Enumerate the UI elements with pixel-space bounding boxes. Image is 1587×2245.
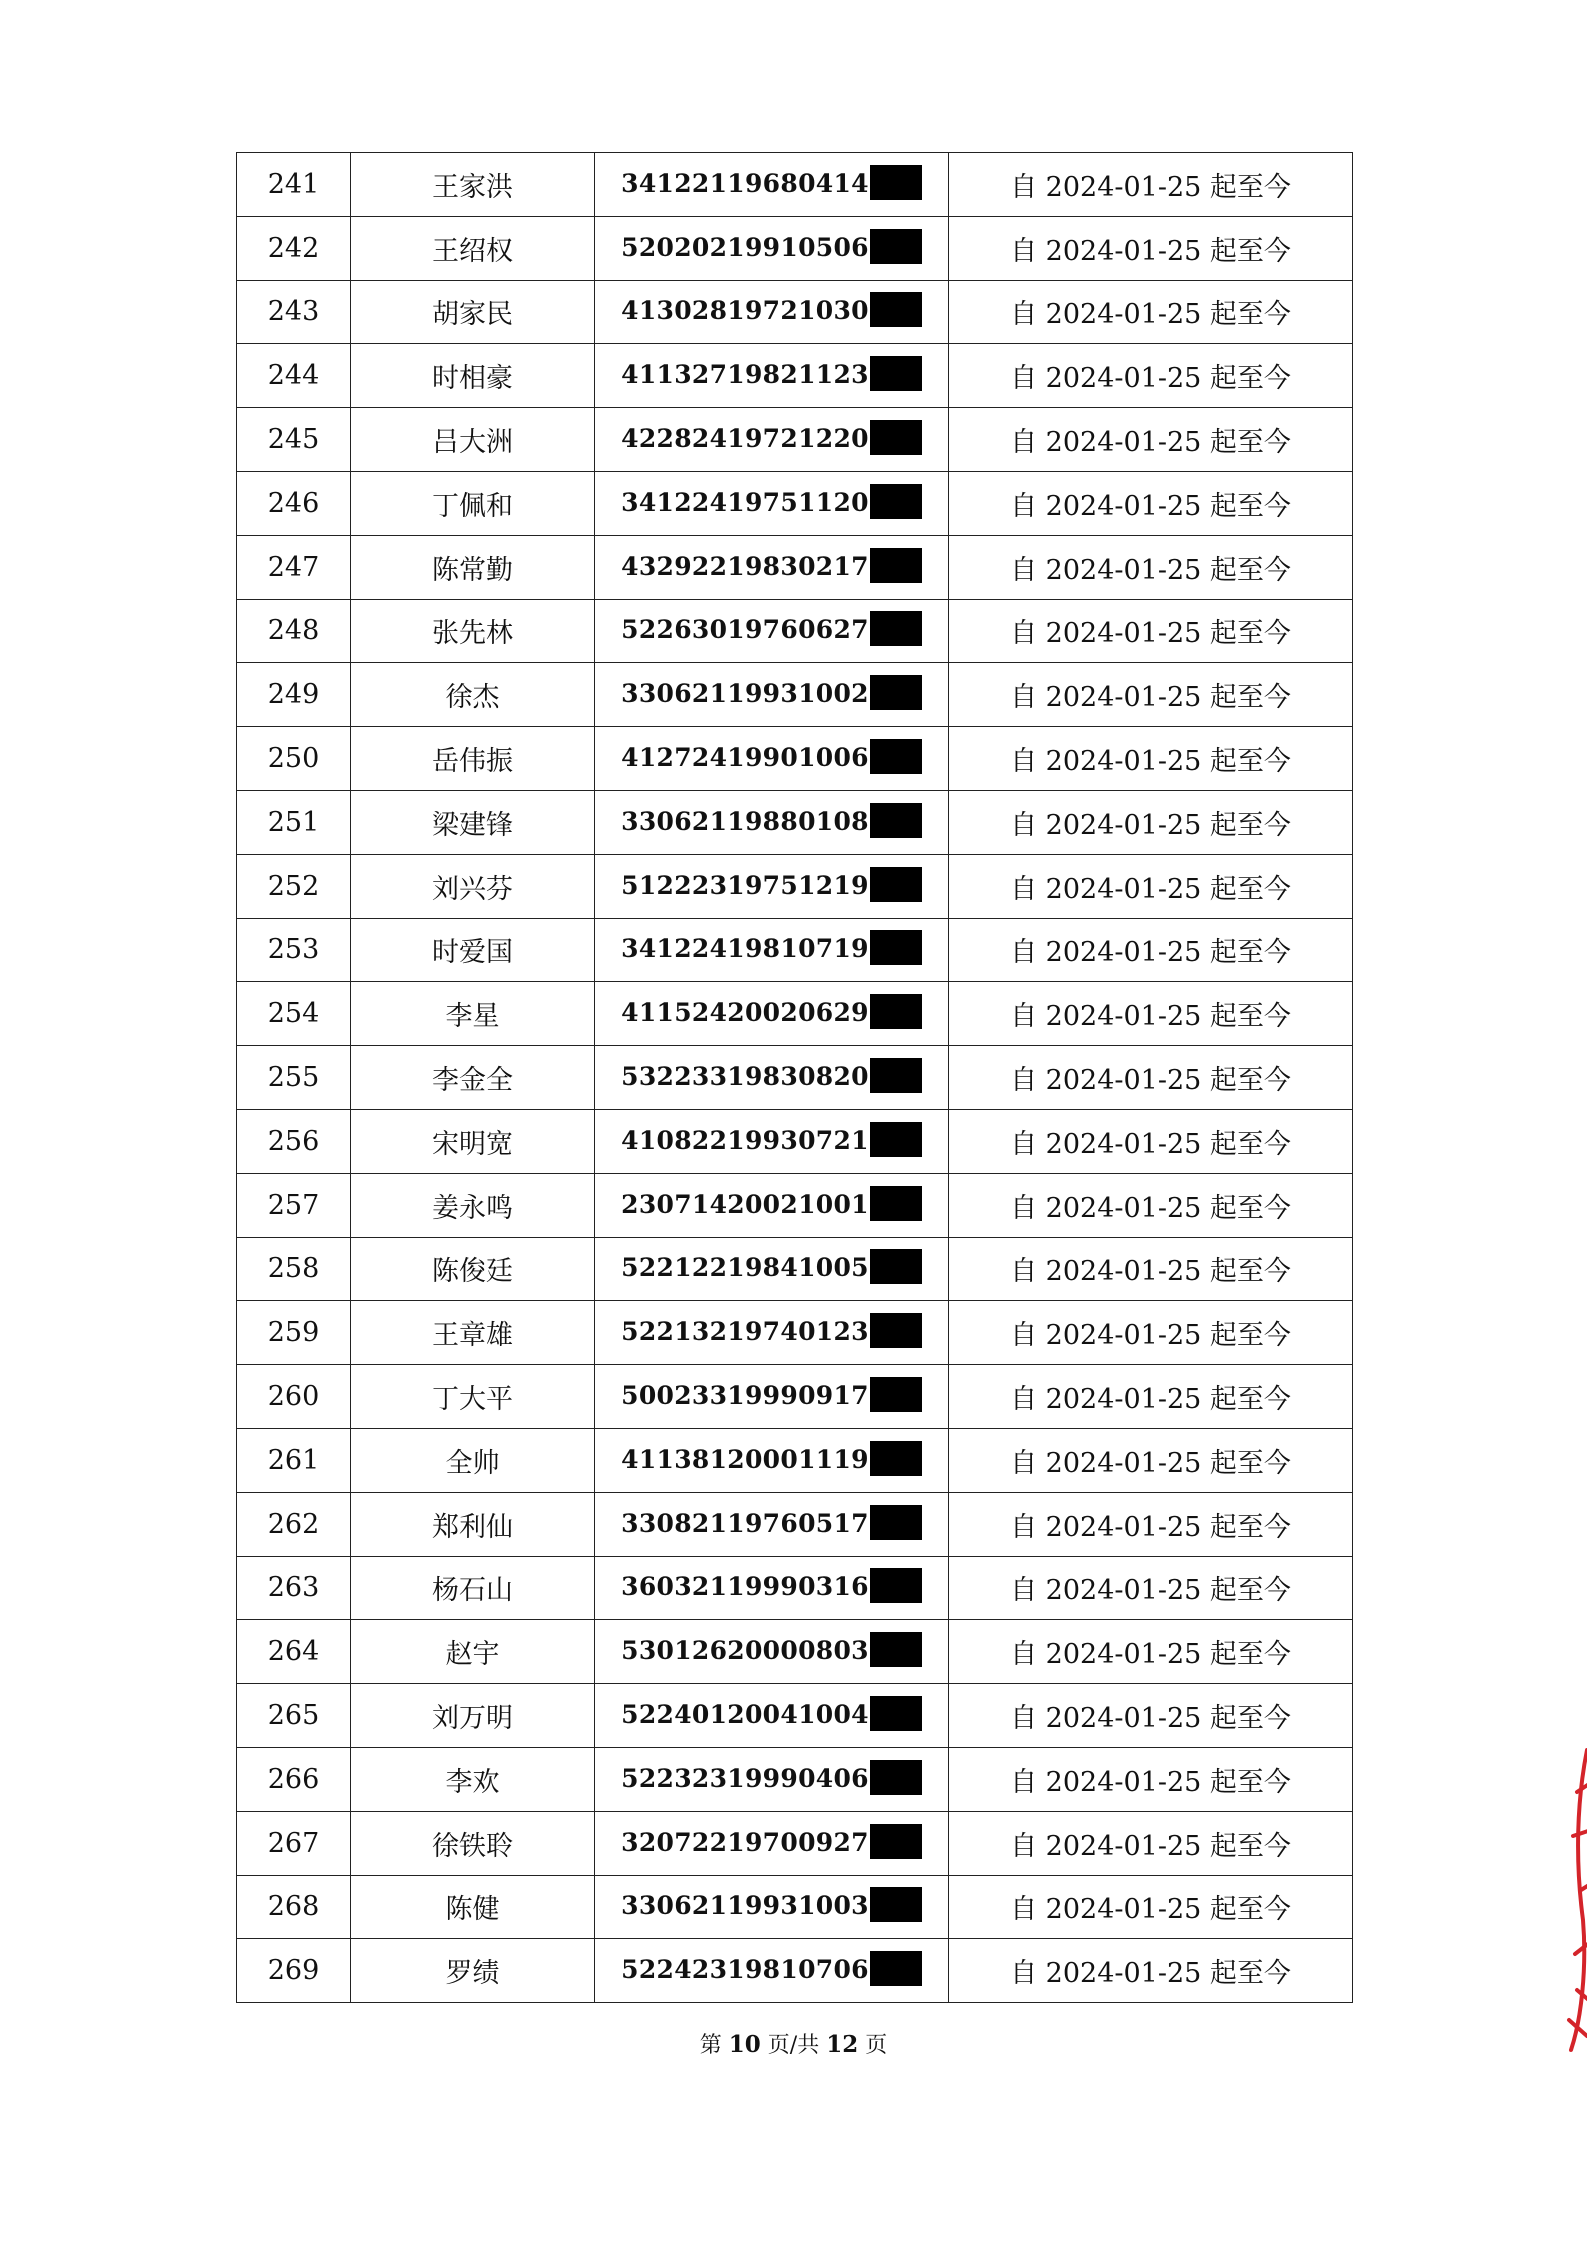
id-number-visible: 34122119680414 bbox=[621, 168, 869, 198]
row-index: 255 bbox=[237, 1046, 351, 1110]
table-row bbox=[237, 1365, 1353, 1429]
row-index: 253 bbox=[237, 918, 351, 982]
id-number-cell bbox=[595, 1811, 949, 1875]
row-index: 249 bbox=[237, 663, 351, 727]
period-text: 自 2024-01-25 起至今 bbox=[949, 1428, 1353, 1492]
footer-total-pages: 12 bbox=[826, 2031, 859, 2058]
period-text: 自 2024-01-25 起至今 bbox=[949, 918, 1353, 982]
redaction-block bbox=[870, 484, 922, 519]
id-number-visible: 52213219740123 bbox=[621, 1317, 869, 1347]
id-number-cell bbox=[595, 216, 949, 280]
period-text: 自 2024-01-25 起至今 bbox=[949, 1684, 1353, 1748]
id-number-cell bbox=[595, 1301, 949, 1365]
period-text: 自 2024-01-25 起至今 bbox=[949, 1811, 1353, 1875]
person-name: 丁大平 bbox=[351, 1365, 595, 1429]
row-index: 258 bbox=[237, 1237, 351, 1301]
period-text: 自 2024-01-25 起至今 bbox=[949, 1046, 1353, 1110]
id-number-visible: 33062119880108 bbox=[621, 806, 869, 836]
table-row bbox=[237, 280, 1353, 344]
person-name: 梁建锋 bbox=[351, 790, 595, 854]
table-row bbox=[237, 599, 1353, 663]
period-text: 自 2024-01-25 起至今 bbox=[949, 982, 1353, 1046]
table-row bbox=[237, 153, 1353, 217]
person-name: 刘兴芬 bbox=[351, 854, 595, 918]
id-number-cell bbox=[595, 1046, 949, 1110]
table-row bbox=[237, 663, 1353, 727]
id-number-cell bbox=[595, 1620, 949, 1684]
id-number-visible: 41082219930721 bbox=[621, 1125, 869, 1155]
table-row bbox=[237, 1109, 1353, 1173]
footer-current-page: 10 bbox=[728, 2031, 761, 2058]
id-number-cell bbox=[595, 1365, 949, 1429]
table-row bbox=[237, 216, 1353, 280]
row-index: 247 bbox=[237, 535, 351, 599]
id-number-cell bbox=[595, 1875, 949, 1939]
id-number-cell bbox=[595, 790, 949, 854]
person-name: 全帅 bbox=[351, 1428, 595, 1492]
row-index: 243 bbox=[237, 280, 351, 344]
id-number-cell bbox=[595, 918, 949, 982]
seal-stamp-edge bbox=[1547, 1740, 1587, 2060]
person-name: 时爱国 bbox=[351, 918, 595, 982]
redaction-block bbox=[870, 292, 922, 327]
id-number-cell bbox=[595, 727, 949, 791]
period-text: 自 2024-01-25 起至今 bbox=[949, 216, 1353, 280]
period-text: 自 2024-01-25 起至今 bbox=[949, 1939, 1353, 2003]
id-number-visible: 53012620000803 bbox=[621, 1636, 869, 1666]
id-number-cell bbox=[595, 344, 949, 408]
period-text: 自 2024-01-25 起至今 bbox=[949, 153, 1353, 217]
table-row bbox=[237, 344, 1353, 408]
person-name: 王家洪 bbox=[351, 153, 595, 217]
table-row bbox=[237, 535, 1353, 599]
row-index: 262 bbox=[237, 1492, 351, 1556]
id-number-visible: 52020219910506 bbox=[621, 232, 869, 262]
person-name: 郑利仙 bbox=[351, 1492, 595, 1556]
period-text: 自 2024-01-25 起至今 bbox=[949, 663, 1353, 727]
row-index: 269 bbox=[237, 1939, 351, 2003]
redaction-block bbox=[870, 229, 922, 264]
redaction-block bbox=[870, 1377, 922, 1412]
row-index: 265 bbox=[237, 1684, 351, 1748]
person-name: 姜永鸣 bbox=[351, 1173, 595, 1237]
id-number-visible: 51222319751219 bbox=[621, 870, 869, 900]
id-number-visible: 32072219700927 bbox=[621, 1827, 869, 1857]
period-text: 自 2024-01-25 起至今 bbox=[949, 854, 1353, 918]
redaction-block bbox=[870, 1441, 922, 1476]
id-number-cell bbox=[595, 535, 949, 599]
period-text: 自 2024-01-25 起至今 bbox=[949, 1109, 1353, 1173]
redaction-block bbox=[870, 1951, 922, 1986]
person-name: 李星 bbox=[351, 982, 595, 1046]
row-index: 260 bbox=[237, 1365, 351, 1429]
period-text: 自 2024-01-25 起至今 bbox=[949, 471, 1353, 535]
id-number-cell bbox=[595, 1237, 949, 1301]
row-index: 263 bbox=[237, 1556, 351, 1620]
id-number-visible: 33062119931002 bbox=[621, 679, 869, 709]
table-row bbox=[237, 727, 1353, 791]
id-number-cell bbox=[595, 982, 949, 1046]
person-name: 罗绩 bbox=[351, 1939, 595, 2003]
table-row bbox=[237, 1428, 1353, 1492]
redaction-block bbox=[870, 1568, 922, 1603]
redaction-block bbox=[870, 1058, 922, 1093]
redaction-block bbox=[870, 1887, 922, 1922]
person-name: 李金全 bbox=[351, 1046, 595, 1110]
id-number-visible: 41302819721030 bbox=[621, 296, 869, 326]
person-name: 张先林 bbox=[351, 599, 595, 663]
period-text: 自 2024-01-25 起至今 bbox=[949, 1747, 1353, 1811]
period-text: 自 2024-01-25 起至今 bbox=[949, 1492, 1353, 1556]
period-text: 自 2024-01-25 起至今 bbox=[949, 727, 1353, 791]
row-index: 257 bbox=[237, 1173, 351, 1237]
id-number-visible: 52240120041004 bbox=[621, 1700, 869, 1730]
redaction-block bbox=[870, 803, 922, 838]
redaction-block bbox=[870, 867, 922, 902]
person-name: 徐铁聆 bbox=[351, 1811, 595, 1875]
id-number-visible: 33062119931003 bbox=[621, 1891, 869, 1921]
table-row bbox=[237, 1747, 1353, 1811]
id-number-visible: 42282419721220 bbox=[621, 424, 869, 454]
id-number-visible: 33082119760517 bbox=[621, 1508, 869, 1538]
person-name: 陈常勤 bbox=[351, 535, 595, 599]
id-number-visible: 52242319810706 bbox=[621, 1955, 869, 1985]
row-index: 261 bbox=[237, 1428, 351, 1492]
period-text: 自 2024-01-25 起至今 bbox=[949, 1556, 1353, 1620]
period-text: 自 2024-01-25 起至今 bbox=[949, 599, 1353, 663]
table-row bbox=[237, 1492, 1353, 1556]
redaction-block bbox=[870, 1824, 922, 1859]
id-number-visible: 41272419901006 bbox=[621, 743, 869, 773]
id-number-cell bbox=[595, 854, 949, 918]
period-text: 自 2024-01-25 起至今 bbox=[949, 1620, 1353, 1684]
redaction-block bbox=[870, 1760, 922, 1795]
table-row bbox=[237, 1046, 1353, 1110]
period-text: 自 2024-01-25 起至今 bbox=[949, 344, 1353, 408]
id-number-visible: 52263019760627 bbox=[621, 615, 869, 645]
redaction-block bbox=[870, 675, 922, 710]
table-row bbox=[237, 471, 1353, 535]
page-footer bbox=[0, 2028, 1587, 2059]
row-index: 267 bbox=[237, 1811, 351, 1875]
id-number-visible: 41152420020629 bbox=[621, 998, 869, 1028]
redaction-block bbox=[870, 165, 922, 200]
table-row bbox=[237, 790, 1353, 854]
person-name: 李欢 bbox=[351, 1747, 595, 1811]
table-row bbox=[237, 982, 1353, 1046]
redaction-block bbox=[870, 739, 922, 774]
footer-middle: 页/共 bbox=[767, 2033, 820, 2058]
person-name: 陈健 bbox=[351, 1875, 595, 1939]
redaction-block bbox=[870, 1249, 922, 1284]
redaction-block bbox=[870, 611, 922, 646]
person-name: 岳伟振 bbox=[351, 727, 595, 791]
person-name: 陈俊廷 bbox=[351, 1237, 595, 1301]
person-name: 刘万明 bbox=[351, 1684, 595, 1748]
id-number-cell bbox=[595, 1747, 949, 1811]
id-number-cell bbox=[595, 1684, 949, 1748]
row-index: 245 bbox=[237, 408, 351, 472]
table-row bbox=[237, 854, 1353, 918]
id-number-cell bbox=[595, 1492, 949, 1556]
redaction-block bbox=[870, 420, 922, 455]
table-row bbox=[237, 1173, 1353, 1237]
id-number-visible: 23071420021001 bbox=[621, 1189, 869, 1219]
id-number-cell bbox=[595, 599, 949, 663]
person-name: 赵宇 bbox=[351, 1620, 595, 1684]
id-number-visible: 50023319990917 bbox=[621, 1381, 869, 1411]
id-number-visible: 36032119990316 bbox=[621, 1572, 869, 1602]
id-number-visible: 34122419810719 bbox=[621, 934, 869, 964]
period-text: 自 2024-01-25 起至今 bbox=[949, 1173, 1353, 1237]
id-number-visible: 53223319830820 bbox=[621, 1062, 869, 1092]
table-row bbox=[237, 918, 1353, 982]
row-index: 246 bbox=[237, 471, 351, 535]
row-index: 244 bbox=[237, 344, 351, 408]
person-name: 杨石山 bbox=[351, 1556, 595, 1620]
table-row bbox=[237, 1237, 1353, 1301]
row-index: 241 bbox=[237, 153, 351, 217]
footer-prefix: 第 bbox=[699, 2033, 722, 2058]
table-row bbox=[237, 408, 1353, 472]
table-row bbox=[237, 1811, 1353, 1875]
redaction-block bbox=[870, 548, 922, 583]
row-index: 254 bbox=[237, 982, 351, 1046]
table-row bbox=[237, 1684, 1353, 1748]
id-number-cell bbox=[595, 1428, 949, 1492]
id-number-cell bbox=[595, 1173, 949, 1237]
period-text: 自 2024-01-25 起至今 bbox=[949, 1875, 1353, 1939]
id-number-cell bbox=[595, 663, 949, 727]
redaction-block bbox=[870, 1696, 922, 1731]
id-number-visible: 43292219830217 bbox=[621, 551, 869, 581]
table-row bbox=[237, 1875, 1353, 1939]
redaction-block bbox=[870, 356, 922, 391]
id-number-cell bbox=[595, 153, 949, 217]
row-index: 251 bbox=[237, 790, 351, 854]
row-index: 259 bbox=[237, 1301, 351, 1365]
row-index: 250 bbox=[237, 727, 351, 791]
table-row bbox=[237, 1620, 1353, 1684]
person-name: 徐杰 bbox=[351, 663, 595, 727]
table-row bbox=[237, 1301, 1353, 1365]
row-index: 242 bbox=[237, 216, 351, 280]
id-number-visible: 34122419751120 bbox=[621, 487, 869, 517]
id-number-visible: 41132719821123 bbox=[621, 360, 869, 390]
period-text: 自 2024-01-25 起至今 bbox=[949, 535, 1353, 599]
id-number-visible: 41138120001119 bbox=[621, 1444, 869, 1474]
id-number-cell bbox=[595, 471, 949, 535]
row-index: 268 bbox=[237, 1875, 351, 1939]
redaction-block bbox=[870, 994, 922, 1029]
redaction-block bbox=[870, 930, 922, 965]
person-name: 王绍权 bbox=[351, 216, 595, 280]
person-name: 宋明宽 bbox=[351, 1109, 595, 1173]
id-number-cell bbox=[595, 1109, 949, 1173]
period-text: 自 2024-01-25 起至今 bbox=[949, 280, 1353, 344]
row-index: 248 bbox=[237, 599, 351, 663]
record-table bbox=[236, 152, 1353, 2003]
footer-suffix: 页 bbox=[865, 2033, 888, 2058]
row-index: 256 bbox=[237, 1109, 351, 1173]
table-row bbox=[237, 1939, 1353, 2003]
row-index: 266 bbox=[237, 1747, 351, 1811]
period-text: 自 2024-01-25 起至今 bbox=[949, 790, 1353, 854]
person-name: 胡家民 bbox=[351, 280, 595, 344]
id-number-visible: 52212219841005 bbox=[621, 1253, 869, 1283]
redaction-block bbox=[870, 1122, 922, 1157]
period-text: 自 2024-01-25 起至今 bbox=[949, 1301, 1353, 1365]
id-number-cell bbox=[595, 408, 949, 472]
period-text: 自 2024-01-25 起至今 bbox=[949, 408, 1353, 472]
person-name: 吕大洲 bbox=[351, 408, 595, 472]
person-name: 丁佩和 bbox=[351, 471, 595, 535]
redaction-block bbox=[870, 1313, 922, 1348]
table-row bbox=[237, 1556, 1353, 1620]
redaction-block bbox=[870, 1632, 922, 1667]
record-table-body bbox=[237, 153, 1353, 2003]
person-name: 王章雄 bbox=[351, 1301, 595, 1365]
person-name: 时相豪 bbox=[351, 344, 595, 408]
redaction-block bbox=[870, 1505, 922, 1540]
row-index: 264 bbox=[237, 1620, 351, 1684]
id-number-cell bbox=[595, 1939, 949, 2003]
period-text: 自 2024-01-25 起至今 bbox=[949, 1237, 1353, 1301]
redaction-block bbox=[870, 1186, 922, 1221]
id-number-visible: 52232319990406 bbox=[621, 1763, 869, 1793]
row-index: 252 bbox=[237, 854, 351, 918]
period-text: 自 2024-01-25 起至今 bbox=[949, 1365, 1353, 1429]
id-number-cell bbox=[595, 1556, 949, 1620]
id-number-cell bbox=[595, 280, 949, 344]
